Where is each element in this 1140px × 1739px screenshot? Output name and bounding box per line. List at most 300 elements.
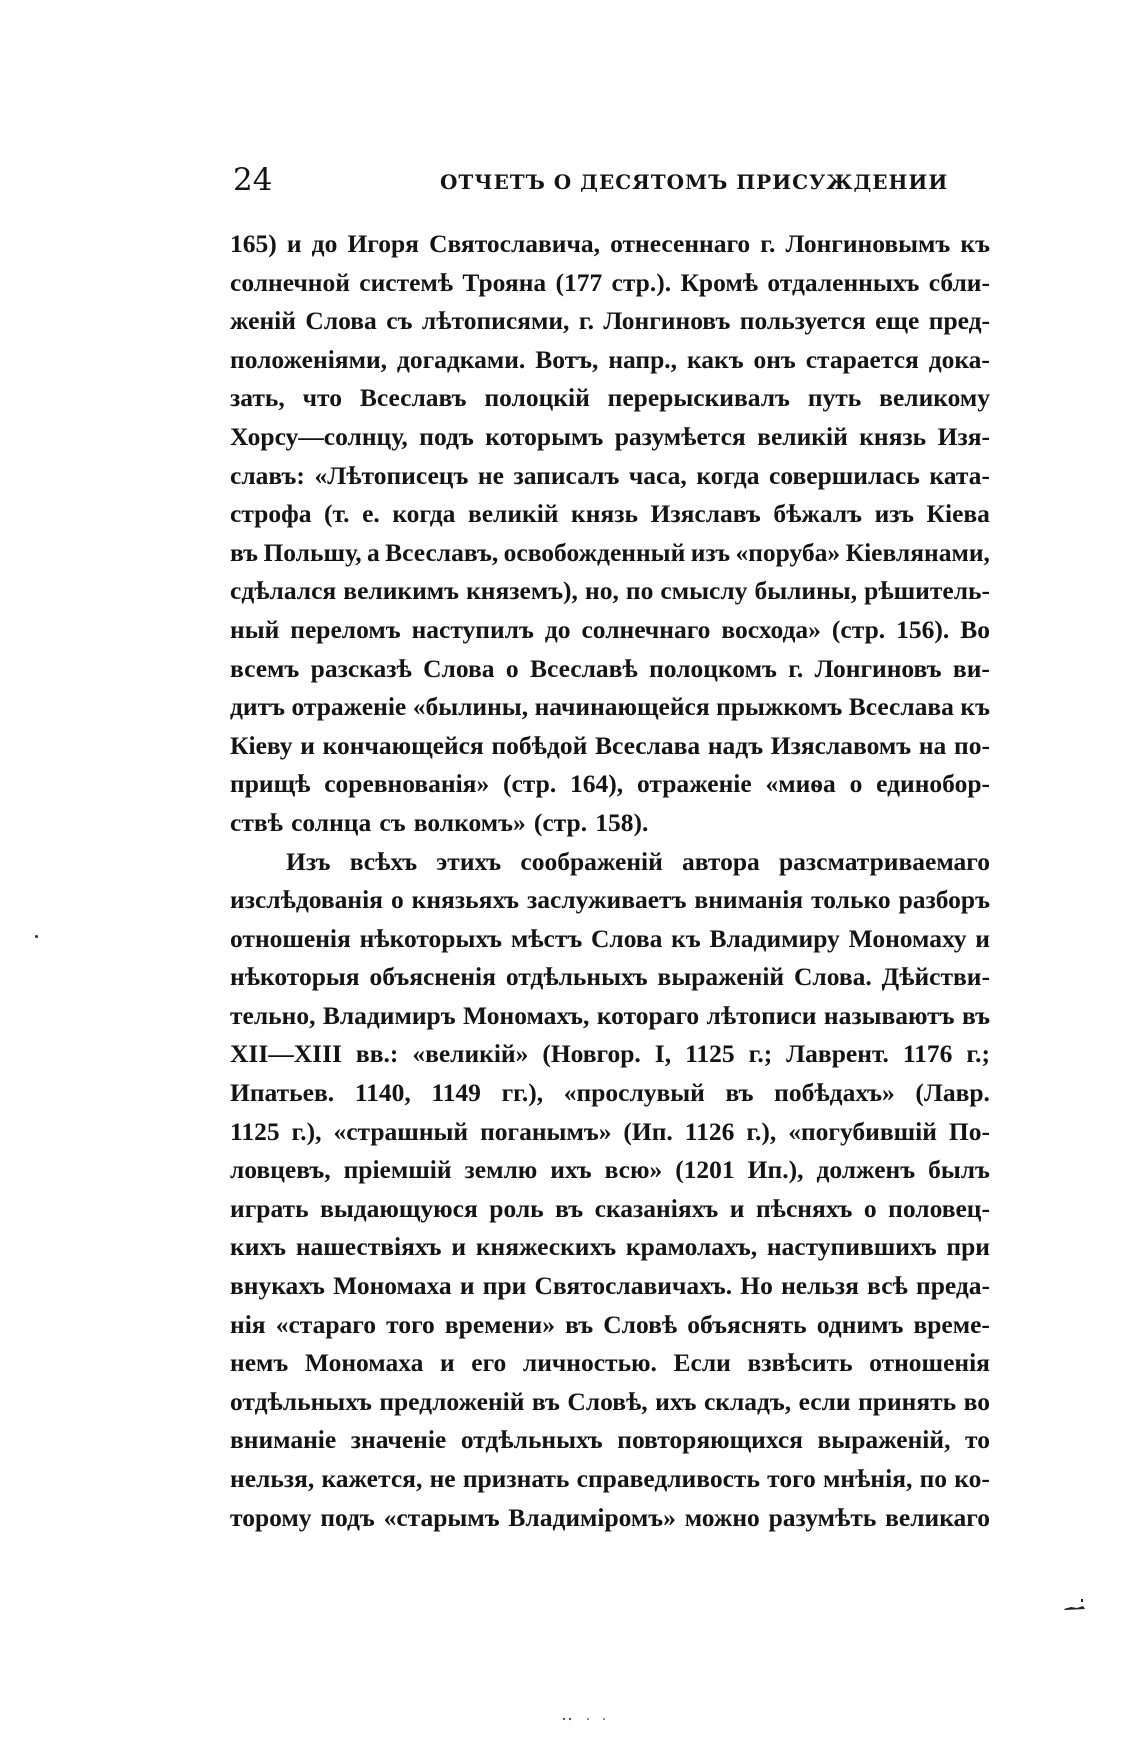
- word: автора: [682, 846, 760, 876]
- word: разборъ: [898, 885, 990, 915]
- word: сказаніяхъ: [594, 1193, 719, 1223]
- word: о: [863, 1193, 877, 1223]
- word: значеніе: [350, 1425, 447, 1455]
- word: князьяхъ: [411, 885, 520, 915]
- text-line: [230, 264, 990, 303]
- word: когда: [696, 460, 760, 490]
- word: пріемшій: [343, 1155, 452, 1185]
- word: однимъ: [816, 1309, 904, 1339]
- word: лѣтописи: [706, 1000, 817, 1030]
- word: Всеслава: [594, 730, 701, 760]
- word: Владимиръ: [322, 1000, 456, 1030]
- word: г.;: [748, 1039, 773, 1069]
- word: Во: [960, 614, 990, 644]
- word: во: [963, 1386, 990, 1416]
- word: Изяславъ: [650, 499, 761, 529]
- word: прищѣ: [230, 769, 311, 799]
- word: Слова: [423, 653, 495, 683]
- word: ви-: [952, 653, 990, 683]
- word: (стр.: [831, 614, 886, 644]
- word: Святославича,: [429, 229, 600, 258]
- word: системѣ: [359, 267, 454, 297]
- text-line: [230, 1035, 990, 1074]
- margin-blot: [1063, 1597, 1087, 1611]
- word: 1140,: [354, 1078, 411, 1108]
- margin-speck: [35, 935, 38, 938]
- word: справедливость: [576, 1464, 760, 1493]
- text-line: [230, 727, 990, 766]
- word: наступившихъ: [766, 1232, 937, 1262]
- word: нія: [230, 1309, 266, 1339]
- word: Словѣ: [603, 1309, 678, 1339]
- word: соревнованія»: [324, 769, 490, 799]
- word: Трояна: [462, 267, 547, 297]
- word: Но: [740, 1271, 773, 1301]
- word: не: [429, 1464, 456, 1493]
- word: (Новгор.: [542, 1039, 641, 1069]
- word: тельно,: [230, 1000, 316, 1030]
- text-line: [230, 225, 990, 264]
- word: Польшу,: [263, 537, 362, 567]
- word: личностью.: [522, 1348, 657, 1378]
- text-line: [230, 1190, 990, 1229]
- text-line: [230, 302, 990, 341]
- word: княжескихъ: [475, 1232, 617, 1262]
- word: съ: [379, 807, 406, 837]
- word: старается: [805, 344, 919, 374]
- word: г.: [578, 306, 594, 336]
- word: единобор-: [876, 769, 990, 799]
- word: нѣкоторыхъ: [359, 923, 503, 953]
- word: котораго: [596, 1000, 700, 1030]
- word: великій: [757, 421, 848, 451]
- word: сдѣлался: [230, 576, 337, 606]
- word: къ: [960, 229, 990, 258]
- word: еще: [875, 306, 920, 336]
- word: Хорсу—солнцу,: [230, 421, 408, 451]
- word: онъ: [753, 344, 796, 374]
- text-line: [230, 1344, 990, 1383]
- word: въ: [565, 1309, 594, 1339]
- word: прыжкомъ: [716, 692, 843, 722]
- word: Игоря: [347, 229, 419, 258]
- word: кажется,: [321, 1464, 423, 1493]
- word: «миѳа: [765, 769, 836, 799]
- word: былъ: [928, 1155, 990, 1185]
- word: г.;: [966, 1039, 990, 1069]
- word: роль: [489, 1193, 544, 1223]
- word: великаго: [885, 1502, 990, 1532]
- word: 1149: [431, 1078, 481, 1108]
- word: Всеславъ: [359, 383, 467, 413]
- text-line: [230, 881, 990, 920]
- word: начинающейся: [534, 692, 710, 722]
- word: напр.,: [608, 344, 678, 374]
- word: всю»: [604, 1155, 663, 1185]
- word: Изя-: [937, 421, 990, 451]
- word: пред-: [928, 306, 990, 336]
- word: 164),: [570, 769, 624, 799]
- word: отдѣльныхъ: [230, 1386, 372, 1416]
- word: записалъ: [513, 460, 620, 490]
- word: по-: [954, 730, 990, 760]
- word: Мономаха: [333, 1271, 452, 1301]
- word: объяснять: [687, 1309, 807, 1339]
- word: до: [311, 229, 338, 258]
- text-line: [230, 997, 990, 1036]
- word: Лонгиновымъ: [785, 229, 951, 258]
- word: и: [440, 1348, 455, 1378]
- text-line: [230, 1421, 990, 1460]
- word: и: [459, 1271, 475, 1301]
- word: (т.: [324, 499, 350, 529]
- word: (стр.: [503, 769, 557, 799]
- word: «погубившій: [788, 1116, 937, 1146]
- word: солнца: [291, 807, 372, 837]
- text-line: [230, 1113, 990, 1152]
- word: при: [482, 1271, 527, 1301]
- word: что: [302, 383, 342, 413]
- word: Слова: [591, 923, 663, 953]
- word: заслуживаетъ: [527, 885, 687, 915]
- word: внукахъ: [230, 1271, 325, 1301]
- word: Мономахъ,: [463, 1000, 590, 1030]
- word: которымъ: [485, 421, 604, 451]
- word: женій: [230, 306, 296, 336]
- word: князь: [571, 499, 638, 529]
- word: называютъ: [823, 1000, 955, 1030]
- word: часа,: [628, 460, 687, 490]
- text-line: [230, 1460, 990, 1499]
- word: въ: [555, 1193, 584, 1223]
- word: великимъ: [343, 576, 460, 606]
- word: побѣдой: [491, 730, 588, 760]
- word: половец-: [888, 1193, 990, 1223]
- word: а: [367, 537, 380, 567]
- word: (Ип.: [623, 1116, 673, 1146]
- word: (1201: [675, 1155, 735, 1185]
- word: освобожденный: [503, 537, 686, 567]
- word: этихъ: [436, 846, 502, 876]
- word: кончающейся: [322, 730, 484, 760]
- word: выдающуюся: [320, 1193, 478, 1223]
- word: 158).: [595, 807, 649, 837]
- word: 1126: [684, 1116, 735, 1146]
- word: отнесеннаго: [610, 229, 751, 258]
- word: совершилась: [769, 460, 920, 490]
- word: признать: [462, 1464, 570, 1493]
- word: Словѣ,: [567, 1386, 648, 1416]
- word: мнѣнія,: [823, 1464, 913, 1493]
- word: «поруба»: [735, 537, 841, 567]
- word: «прослувый: [563, 1078, 705, 1108]
- word: По-: [948, 1116, 990, 1146]
- word: кихъ: [230, 1232, 287, 1262]
- word: време-: [913, 1309, 990, 1339]
- word: лѣтописями,: [421, 306, 570, 336]
- word: великій: [467, 499, 559, 529]
- word: о: [849, 769, 863, 799]
- word: 1176: [902, 1039, 953, 1069]
- word: Мономаху: [848, 923, 967, 953]
- word: Лонгиновъ: [814, 653, 942, 683]
- word: и: [729, 1193, 745, 1223]
- word: ловцевъ,: [230, 1155, 331, 1185]
- word: догадками.: [396, 344, 526, 374]
- word: какъ: [686, 344, 744, 374]
- word: крамолахъ,: [625, 1232, 758, 1262]
- word: ихъ: [655, 1386, 697, 1416]
- word: Ипатьев.: [230, 1078, 335, 1108]
- word: къ: [960, 692, 990, 722]
- word: бѣжалъ: [773, 499, 863, 529]
- word: надъ: [707, 730, 764, 760]
- word: отраженіе: [636, 769, 752, 799]
- word: можно: [684, 1502, 760, 1532]
- word: солнечной: [230, 267, 350, 297]
- word: предложеній: [379, 1386, 525, 1416]
- word: смыслу: [660, 576, 748, 606]
- text-line: [230, 611, 990, 650]
- word: и: [286, 229, 302, 258]
- word: по: [625, 576, 654, 606]
- word: нашествіяхъ: [295, 1232, 442, 1262]
- word: на: [918, 730, 947, 760]
- word: стр.).: [611, 267, 672, 297]
- word: великому: [879, 383, 990, 413]
- word: только: [811, 885, 891, 915]
- word: «великій»: [412, 1039, 529, 1069]
- word: строфа: [230, 499, 312, 529]
- word: разумѣть: [768, 1502, 877, 1532]
- word: 1125: [685, 1039, 735, 1069]
- word: Кіевлянами,: [845, 537, 990, 567]
- text-line: [230, 1151, 990, 1190]
- text-line: [230, 457, 990, 496]
- body-text: [230, 225, 990, 1537]
- word: когда: [392, 499, 456, 529]
- word: «страшный: [333, 1116, 469, 1146]
- word: всемъ: [230, 653, 300, 683]
- word: дока-: [928, 344, 990, 374]
- word: времени»: [444, 1309, 555, 1339]
- word: солнечнаго: [581, 614, 711, 644]
- word: побѣдахъ»: [774, 1078, 895, 1108]
- text-line: [230, 572, 990, 611]
- text-line: [230, 920, 990, 959]
- word: I,: [654, 1039, 672, 1069]
- word: мѣстъ: [510, 923, 583, 953]
- word: подъ: [320, 1502, 375, 1532]
- word: г.: [788, 653, 804, 683]
- word: то: [965, 1425, 990, 1455]
- word: Владиміромъ»: [508, 1502, 676, 1532]
- text-line: [230, 1074, 990, 1113]
- word: Изяславомъ: [770, 730, 912, 760]
- word: былины,: [754, 576, 858, 606]
- word: вниманіе: [230, 1425, 337, 1455]
- text-line: [230, 418, 990, 457]
- word: его: [471, 1348, 507, 1378]
- word: ко-: [954, 1464, 990, 1493]
- word: о: [390, 885, 404, 915]
- word: г.: [760, 229, 776, 258]
- word: г.),: [291, 1116, 322, 1146]
- word: ный: [230, 614, 280, 644]
- word: 1125: [230, 1116, 280, 1146]
- word: «Лѣтописецъ: [314, 460, 469, 490]
- word: гг.),: [501, 1078, 544, 1108]
- word: ствѣ: [230, 807, 283, 837]
- word: изслѣдованія: [230, 885, 383, 915]
- word: долженъ: [816, 1155, 916, 1185]
- word: XII—XIII: [230, 1039, 342, 1069]
- word: «стараго: [275, 1309, 376, 1339]
- text-line: [230, 1228, 990, 1267]
- word: Кіева: [926, 499, 990, 529]
- word: въ: [230, 537, 259, 567]
- text-line: [230, 650, 990, 689]
- word: Вотъ,: [535, 344, 599, 374]
- word: соображеній: [520, 846, 663, 876]
- text-line: [230, 804, 990, 843]
- word: рѣшитель-: [864, 576, 990, 606]
- word: Лаврент.: [786, 1039, 889, 1069]
- word: Всеслава: [848, 692, 954, 722]
- word: е.: [362, 499, 380, 529]
- text-line: [230, 765, 990, 804]
- text-line: [230, 379, 990, 418]
- word: принять: [858, 1386, 957, 1416]
- word: въ: [961, 1000, 990, 1030]
- word: ката-: [929, 460, 990, 490]
- word: немъ: [230, 1348, 289, 1378]
- word: выраженій: [657, 962, 785, 992]
- word: преда-: [916, 1271, 990, 1301]
- word: (стр.: [533, 807, 588, 837]
- word: (Лавр.: [915, 1078, 990, 1108]
- word: всѣ: [867, 1271, 908, 1301]
- word: Ип.),: [747, 1155, 804, 1185]
- word: наступилъ: [411, 614, 534, 644]
- word: торому: [230, 1502, 312, 1532]
- word: разсказѣ: [310, 653, 412, 683]
- word: поганымъ»: [480, 1116, 612, 1146]
- word: Кіеву: [230, 730, 293, 760]
- word: землю: [464, 1155, 538, 1185]
- word: разсматриваемаго: [779, 846, 990, 876]
- word: Дѣйстви-: [881, 962, 990, 992]
- text-line: [230, 1306, 990, 1345]
- word: Всеславъ,: [385, 537, 499, 567]
- word: г.),: [746, 1116, 777, 1146]
- text-line: [230, 843, 990, 882]
- word: «былины,: [412, 692, 529, 722]
- word: въ: [725, 1078, 754, 1108]
- word: путь: [807, 383, 862, 413]
- word: князь: [859, 421, 927, 451]
- word: восхода»: [721, 614, 821, 644]
- word: волкомъ»: [413, 807, 526, 837]
- word: изъ: [690, 537, 731, 567]
- word: и: [975, 923, 990, 953]
- word: перерыскивалъ: [607, 383, 790, 413]
- word: княземъ),: [466, 576, 578, 606]
- word: пользуется: [739, 306, 866, 336]
- text-line: [230, 688, 990, 727]
- word: повторяющихся: [617, 1425, 803, 1455]
- text-line: [230, 341, 990, 380]
- text-line: [230, 1383, 990, 1422]
- word: взвѣсить: [747, 1348, 853, 1378]
- word: ихъ: [550, 1155, 592, 1185]
- word: полоцкомъ: [649, 653, 777, 683]
- word: 165): [230, 229, 277, 258]
- text-line: [230, 1499, 990, 1538]
- word: сбли-: [928, 267, 990, 297]
- word: зать,: [230, 383, 285, 413]
- word: всѣхъ: [349, 846, 418, 876]
- word: съ: [386, 306, 413, 336]
- word: о: [505, 653, 519, 683]
- word: въ: [531, 1386, 560, 1416]
- text-line: [230, 958, 990, 997]
- word: изъ: [874, 499, 914, 529]
- word: отдаленныхъ: [767, 267, 920, 297]
- word: по: [919, 1464, 948, 1493]
- word: Мономаха: [304, 1348, 424, 1378]
- text-line: [230, 495, 990, 534]
- word: Лонгиновъ: [603, 306, 731, 336]
- word: отдѣльныхъ: [460, 1425, 603, 1455]
- word: вв.:: [355, 1039, 399, 1069]
- word: переломъ: [290, 614, 401, 644]
- word: славъ:: [230, 460, 305, 490]
- word: (177: [555, 267, 603, 297]
- word: полоцкій: [484, 383, 590, 413]
- word: складъ,: [703, 1386, 792, 1416]
- word: Святославичахъ.: [534, 1271, 733, 1301]
- word: Изъ: [286, 846, 331, 876]
- word: до: [544, 614, 571, 644]
- word: отдѣльныхъ: [505, 962, 648, 992]
- word: отношенія: [230, 923, 351, 953]
- word: Слова: [305, 306, 377, 336]
- footer-specks: [560, 1716, 620, 1722]
- word: и: [451, 1232, 467, 1262]
- word: нельзя: [781, 1271, 859, 1301]
- word: при: [946, 1232, 990, 1262]
- word: отраженіе: [291, 692, 407, 722]
- word: объясненія: [369, 962, 496, 992]
- word: Если: [673, 1348, 731, 1378]
- word: Всеславѣ: [530, 653, 638, 683]
- word: къ: [671, 923, 701, 953]
- word: Слова.: [794, 962, 872, 992]
- word: пѣсняхъ: [755, 1193, 853, 1223]
- word: нельзя,: [230, 1464, 315, 1493]
- word: отношенія: [869, 1348, 990, 1378]
- word: дитъ: [230, 692, 285, 722]
- word: положеніями,: [230, 344, 388, 374]
- word: того: [386, 1309, 435, 1339]
- page-number: 24: [233, 162, 273, 198]
- word: того: [767, 1464, 816, 1493]
- word: Владимиру: [709, 923, 840, 953]
- text-line: [230, 1267, 990, 1306]
- word: и: [300, 730, 315, 760]
- word: нѣкоторыя: [230, 962, 360, 992]
